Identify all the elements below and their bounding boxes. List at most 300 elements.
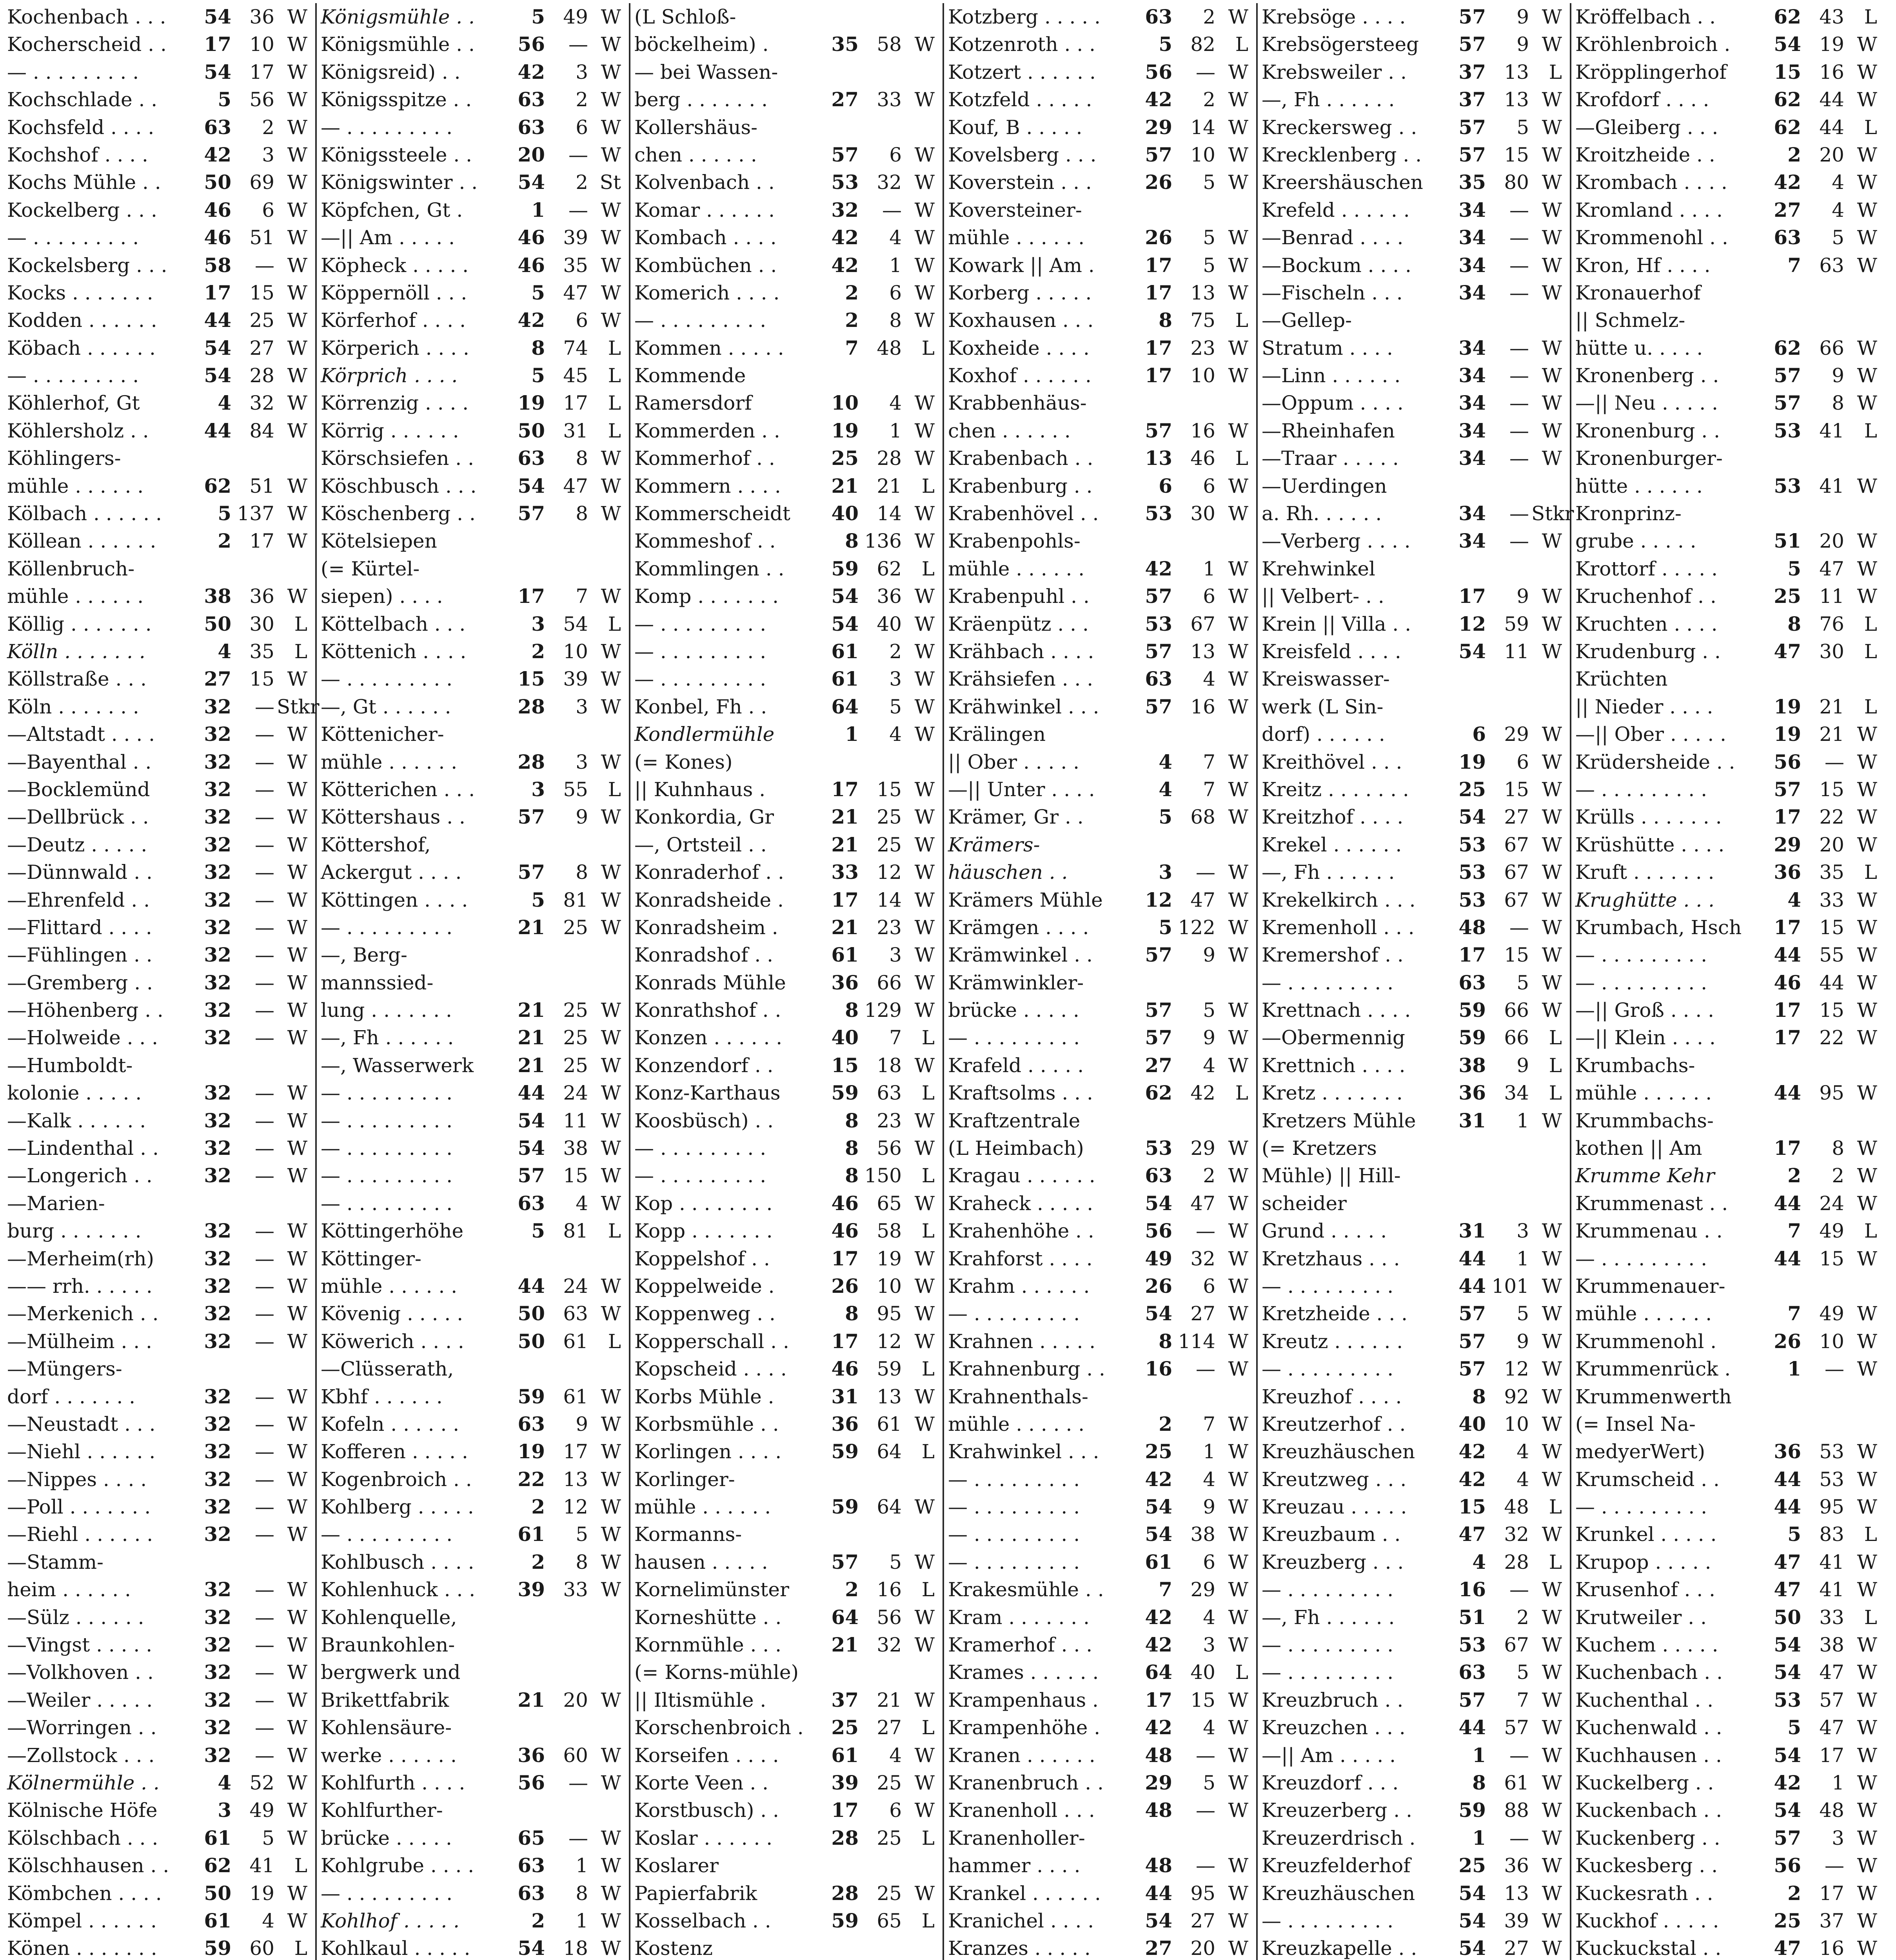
entry-type-code: W bbox=[601, 88, 621, 111]
entry-page-ref: 6 bbox=[576, 116, 588, 139]
entry-name: — . . . . . . . . . bbox=[321, 1137, 453, 1160]
entry-district-number: 54 bbox=[831, 584, 859, 608]
entry-type-code: W bbox=[287, 750, 307, 773]
entry-name: — . . . . . . . . . bbox=[1262, 1633, 1394, 1657]
entry-district-number: 63 bbox=[518, 88, 545, 111]
entry-name: Kondlermühle bbox=[634, 723, 775, 746]
entry-page-ref: 16 bbox=[1190, 695, 1215, 718]
entry-type-code: W bbox=[1857, 1909, 1877, 1932]
gazetteer-entry bbox=[321, 1493, 621, 1521]
entry-page-ref: 32 bbox=[1190, 1247, 1215, 1270]
entry-type-code: W bbox=[1542, 1274, 1562, 1298]
gazetteer-entry bbox=[948, 1880, 1248, 1907]
entry-name: Köppernöll . . . bbox=[321, 281, 467, 304]
entry-district-number: 44 bbox=[518, 1274, 545, 1298]
gazetteer-entry bbox=[1575, 1686, 1877, 1714]
entry-page-ref: 3 bbox=[576, 750, 588, 773]
entry-name: Kreutzweg . . . bbox=[1262, 1468, 1407, 1491]
entry-district-number: 4 bbox=[1787, 888, 1801, 911]
entry-district-number: 15 bbox=[518, 667, 545, 691]
gazetteer-entry bbox=[1575, 1659, 1877, 1686]
entry-type-code: W bbox=[287, 309, 307, 332]
entry-type-code: W bbox=[601, 1385, 621, 1408]
entry-type-code: W bbox=[1857, 778, 1877, 801]
entry-name: (= Kones) bbox=[634, 750, 733, 773]
entry-name: —Benrad . . . . bbox=[1262, 226, 1404, 249]
gazetteer-entry bbox=[634, 307, 935, 334]
entry-type-code: W bbox=[1542, 198, 1562, 221]
entry-name: Kommen . . . . . bbox=[634, 336, 784, 359]
column-4 bbox=[944, 3, 1258, 1960]
entry-page-ref: 4 bbox=[576, 1192, 588, 1215]
entry-type-code: W bbox=[601, 447, 621, 470]
entry-name: Kranenholl . . . bbox=[948, 1799, 1095, 1822]
entry-name: Köllstraße . . . bbox=[7, 668, 147, 691]
gazetteer-entry bbox=[634, 693, 935, 720]
entry-type-code: W bbox=[287, 888, 307, 911]
entry-type-code: L bbox=[1549, 1550, 1562, 1573]
entry-page-ref: 23 bbox=[877, 916, 902, 939]
entry-name: böckelheim) . bbox=[634, 33, 769, 56]
entry-district-number: 44 bbox=[1458, 1247, 1486, 1270]
entry-page-ref: 25 bbox=[563, 1026, 588, 1049]
gazetteer-entry bbox=[7, 941, 307, 969]
entry-type-code: W bbox=[287, 833, 307, 856]
entry-district-number: 28 bbox=[831, 1826, 859, 1849]
gazetteer-entry bbox=[1262, 389, 1562, 417]
gazetteer-entry bbox=[1262, 472, 1562, 500]
entry-type-code: W bbox=[1228, 695, 1248, 718]
entry-type-code: W bbox=[914, 1274, 935, 1298]
entry-type-code: W bbox=[1542, 944, 1562, 967]
gazetteer-entry bbox=[1262, 527, 1562, 555]
gazetteer-entry bbox=[948, 1383, 1248, 1410]
entry-type-code: W bbox=[914, 778, 935, 801]
entry-district-number: 40 bbox=[831, 502, 859, 525]
entry-type-code: L bbox=[1864, 1606, 1877, 1629]
entry-type-code: St bbox=[599, 171, 621, 194]
entry-name: —, Gt . . . . . . bbox=[321, 695, 451, 718]
gazetteer-entry bbox=[1575, 1769, 1877, 1797]
entry-type-code: W bbox=[1857, 226, 1877, 249]
entry-page-ref: 122 bbox=[1178, 916, 1215, 939]
entry-district-number: 34 bbox=[1458, 446, 1486, 470]
gazetteer-columns bbox=[3, 3, 1885, 1960]
entry-name: Körferhof . . . . bbox=[321, 309, 466, 332]
entry-district-number: 54 bbox=[1145, 1495, 1172, 1519]
gazetteer-entry bbox=[7, 1190, 307, 1217]
entry-type-code: W bbox=[914, 888, 935, 911]
entry-type-code: W bbox=[287, 1440, 307, 1463]
entry-district-number: 17 bbox=[1458, 584, 1486, 608]
entry-page-ref: — bbox=[255, 971, 274, 994]
entry-district-number: 25 bbox=[1145, 1440, 1172, 1463]
entry-page-ref: 17 bbox=[1819, 1882, 1844, 1905]
entry-district-number: 57 bbox=[831, 143, 859, 166]
entry-name: Kommerscheidt bbox=[634, 502, 790, 525]
entry-district-number: 36 bbox=[831, 1412, 859, 1436]
entry-district-number: 32 bbox=[204, 915, 231, 939]
entry-name: kolonie . . . . . bbox=[7, 1082, 142, 1105]
entry-type-code: W bbox=[1542, 1385, 1562, 1408]
entry-page-ref: — bbox=[255, 695, 274, 718]
entry-name: — . . . . . . . . . bbox=[1575, 971, 1707, 994]
entry-type-code: W bbox=[1542, 1688, 1562, 1711]
entry-type-code: W bbox=[1542, 1412, 1562, 1436]
gazetteer-entry bbox=[321, 996, 621, 1024]
entry-page-ref: 19 bbox=[877, 1247, 902, 1270]
entry-district-number: 63 bbox=[1458, 1661, 1486, 1684]
entry-type-code: W bbox=[1857, 1302, 1877, 1325]
entry-page-ref: 1 bbox=[889, 419, 902, 442]
entry-page-ref: 10 bbox=[1819, 1330, 1844, 1353]
entry-page-ref: 25 bbox=[877, 1882, 902, 1905]
entry-district-number: 54 bbox=[1145, 1191, 1172, 1215]
gazetteer-entry bbox=[948, 1493, 1248, 1521]
entry-district-number: 42 bbox=[518, 60, 545, 83]
gazetteer-entry bbox=[7, 1631, 307, 1659]
entry-district-number: 36 bbox=[518, 1743, 545, 1767]
entry-district-number: 19 bbox=[1458, 750, 1486, 773]
gazetteer-entry bbox=[321, 1245, 621, 1272]
entry-name: Koosbüsch) . . bbox=[634, 1109, 774, 1132]
entry-type-code: W bbox=[1542, 1578, 1562, 1601]
entry-name: chen . . . . . . bbox=[634, 143, 757, 166]
entry-type-code: W bbox=[601, 1412, 621, 1436]
entry-district-number: 62 bbox=[1774, 336, 1801, 359]
entry-type-code: L bbox=[921, 1220, 935, 1243]
entry-page-ref: 49 bbox=[563, 5, 588, 28]
entry-district-number: 48 bbox=[1145, 1743, 1172, 1767]
entry-type-code: W bbox=[1228, 806, 1248, 829]
entry-page-ref: 81 bbox=[563, 1220, 588, 1243]
entry-page-ref: 4 bbox=[1832, 171, 1844, 194]
entry-district-number: 17 bbox=[1774, 805, 1801, 829]
entry-name: Kremenholl . . . bbox=[1262, 916, 1415, 939]
entry-name: — . . . . . . . . . bbox=[321, 1082, 453, 1105]
entry-type-code: L bbox=[1549, 1082, 1562, 1105]
gazetteer-entry bbox=[321, 472, 621, 500]
entry-type-code: W bbox=[1857, 1550, 1877, 1573]
entry-district-number: 61 bbox=[204, 1826, 231, 1849]
entry-page-ref: 36 bbox=[249, 585, 274, 608]
entry-name: Kouf, B . . . . . bbox=[948, 116, 1082, 139]
entry-page-ref: 95 bbox=[1819, 1495, 1844, 1519]
gazetteer-entry bbox=[948, 776, 1248, 803]
entry-page-ref: 45 bbox=[563, 364, 588, 387]
gazetteer-entry bbox=[1575, 610, 1877, 638]
entry-name: Krehwinkel bbox=[1262, 557, 1375, 580]
entry-name: — bei Wassen- bbox=[634, 60, 778, 83]
gazetteer-entry bbox=[321, 1631, 621, 1659]
entry-name: —Marien- bbox=[7, 1192, 105, 1215]
gazetteer-entry bbox=[948, 279, 1248, 307]
entry-type-code: W bbox=[1542, 1357, 1562, 1381]
entry-type-code: W bbox=[1857, 1192, 1877, 1215]
gazetteer-entry bbox=[321, 307, 621, 334]
gazetteer-entry bbox=[1262, 941, 1562, 969]
entry-page-ref: 4 bbox=[1516, 1440, 1529, 1463]
entry-page-ref: — bbox=[255, 723, 274, 746]
entry-page-ref: 10 bbox=[877, 1274, 902, 1298]
entry-page-ref: — bbox=[1196, 861, 1215, 884]
entry-name: Kron, Hf . . . . bbox=[1575, 254, 1711, 277]
entry-district-number: 63 bbox=[518, 115, 545, 139]
entry-page-ref: 7 bbox=[1203, 750, 1215, 773]
gazetteer-entry bbox=[7, 334, 307, 362]
entry-type-code: W bbox=[1228, 254, 1248, 277]
gazetteer-entry bbox=[634, 334, 935, 362]
entry-district-number: 61 bbox=[1145, 1550, 1172, 1573]
gazetteer-entry bbox=[1575, 1631, 1877, 1659]
entry-page-ref: 27 bbox=[1190, 1909, 1215, 1932]
entry-type-code: W bbox=[1857, 392, 1877, 415]
entry-district-number: 27 bbox=[1145, 1936, 1172, 1960]
entry-type-code: W bbox=[1228, 419, 1248, 442]
entry-page-ref: 6 bbox=[889, 143, 902, 166]
gazetteer-entry bbox=[634, 1576, 935, 1603]
entry-district-number: 57 bbox=[1145, 695, 1172, 718]
gazetteer-entry bbox=[1575, 307, 1877, 334]
entry-district-number: 64 bbox=[831, 695, 859, 718]
entry-page-ref: 53 bbox=[1819, 1440, 1844, 1463]
entry-district-number: 32 bbox=[204, 1219, 231, 1243]
entry-type-code: W bbox=[287, 999, 307, 1022]
gazetteer-entry bbox=[634, 58, 935, 86]
entry-district-number: 59 bbox=[831, 1081, 859, 1105]
entry-name: Köbach . . . . . . bbox=[7, 336, 156, 359]
entry-page-ref: 49 bbox=[1819, 1220, 1844, 1243]
gazetteer-entry bbox=[634, 1880, 935, 1907]
entry-name: Kröffelbach . . bbox=[1575, 5, 1716, 28]
entry-name: —|| Am . . . . . bbox=[321, 226, 455, 249]
entry-district-number: 7 bbox=[1159, 1578, 1172, 1601]
entry-type-code: W bbox=[287, 1688, 307, 1711]
entry-district-number: 25 bbox=[831, 1716, 859, 1739]
entry-name: Krombach . . . . bbox=[1575, 171, 1727, 194]
entry-district-number: 50 bbox=[204, 1881, 231, 1905]
entry-name: Konraderhof . . bbox=[634, 861, 784, 884]
entry-district-number: 34 bbox=[1458, 198, 1486, 221]
gazetteer-entry bbox=[634, 1797, 935, 1824]
entry-name: Konradsheim . bbox=[634, 916, 778, 939]
entry-name: Königssteele . . bbox=[321, 143, 472, 166]
entry-page-ref: 4 bbox=[889, 1744, 902, 1767]
entry-district-number: 8 bbox=[845, 1164, 859, 1187]
entry-name: —Obermennig bbox=[1262, 1026, 1405, 1049]
entry-page-ref: 20 bbox=[1819, 530, 1844, 553]
entry-name: Krabenhövel . . bbox=[948, 502, 1099, 525]
entry-name: — . . . . . . . . . bbox=[1575, 1495, 1707, 1519]
entry-type-code: W bbox=[1228, 778, 1248, 801]
entry-district-number: 42 bbox=[1458, 1467, 1486, 1491]
entry-district-number: 42 bbox=[1145, 1467, 1172, 1491]
entry-type-code: W bbox=[1542, 1826, 1562, 1849]
gazetteer-entry bbox=[321, 1300, 621, 1327]
entry-name: — . . . . . . . . . bbox=[1575, 778, 1707, 801]
gazetteer-entry bbox=[634, 1466, 935, 1493]
gazetteer-entry bbox=[634, 1190, 935, 1217]
entry-type-code: W bbox=[1228, 1909, 1248, 1932]
entry-page-ref: 25 bbox=[563, 1054, 588, 1077]
entry-name: Kockelsberg . . . bbox=[7, 254, 167, 277]
entry-name: Kräenpütz . . . bbox=[948, 612, 1089, 635]
entry-page-ref: 4 bbox=[1203, 1054, 1215, 1077]
entry-district-number: 47 bbox=[1458, 1523, 1486, 1546]
entry-district-number: 63 bbox=[518, 1881, 545, 1905]
entry-type-code: L bbox=[921, 1082, 935, 1105]
entry-page-ref: 3 bbox=[889, 668, 902, 691]
entry-name: Kowark || Am . bbox=[948, 254, 1095, 277]
entry-page-ref: 1 bbox=[1516, 1109, 1529, 1132]
entry-district-number: 2 bbox=[845, 1578, 859, 1601]
entry-name: Kohlfurth . . . . bbox=[321, 1771, 465, 1794]
entry-name: mühle . . . . . . bbox=[321, 750, 458, 773]
entry-type-code: W bbox=[1228, 1606, 1248, 1629]
entry-page-ref: 29 bbox=[1504, 723, 1529, 746]
entry-district-number: 1 bbox=[531, 198, 545, 221]
gazetteer-entry bbox=[1575, 1107, 1877, 1134]
entry-district-number: 22 bbox=[518, 1467, 545, 1491]
entry-name: werke . . . . . . bbox=[321, 1744, 457, 1767]
entry-district-number: 32 bbox=[831, 198, 859, 221]
entry-page-ref: 6 bbox=[576, 309, 588, 332]
entry-name: Kochshof . . . . bbox=[7, 143, 148, 166]
entry-type-code: W bbox=[287, 1412, 307, 1436]
gazetteer-entry bbox=[1575, 252, 1877, 279]
entry-name: Kretzheide . . . bbox=[1262, 1302, 1408, 1325]
entry-district-number: 54 bbox=[518, 1936, 545, 1960]
entry-page-ref: 33 bbox=[877, 88, 902, 111]
gazetteer-entry bbox=[1262, 1548, 1562, 1576]
entry-page-ref: 30 bbox=[249, 612, 274, 635]
gazetteer-entry bbox=[948, 1935, 1248, 1960]
entry-district-number: 42 bbox=[1145, 1633, 1172, 1657]
gazetteer-entry bbox=[1575, 831, 1877, 858]
gazetteer-entry bbox=[1262, 445, 1562, 472]
gazetteer-entry bbox=[7, 1548, 307, 1576]
entry-name: Kotzenroth . . . bbox=[948, 33, 1096, 56]
entry-name: —Altstadt . . . . bbox=[7, 723, 155, 746]
entry-page-ref: — bbox=[255, 1440, 274, 1463]
entry-district-number: 29 bbox=[1145, 115, 1172, 139]
entry-page-ref: 35 bbox=[1819, 861, 1844, 884]
entry-page-ref: 35 bbox=[249, 640, 274, 663]
entry-type-code: L bbox=[608, 336, 621, 359]
gazetteer-entry bbox=[634, 638, 935, 665]
entry-page-ref: 16 bbox=[877, 1578, 902, 1601]
entry-page-ref: 67 bbox=[1504, 888, 1529, 911]
entry-district-number: 32 bbox=[204, 1385, 231, 1408]
entry-district-number: 28 bbox=[518, 695, 545, 718]
gazetteer-entry bbox=[1575, 1024, 1877, 1051]
entry-name: Krälingen bbox=[948, 723, 1046, 746]
entry-name: — . . . . . . . . . bbox=[1262, 1578, 1394, 1601]
entry-district-number: 8 bbox=[1472, 1771, 1486, 1794]
entry-type-code: L bbox=[1864, 695, 1877, 718]
gazetteer-entry bbox=[1575, 720, 1877, 748]
entry-district-number: 26 bbox=[1145, 226, 1172, 249]
entry-district-number: 53 bbox=[1458, 833, 1486, 856]
entry-name: Köttingen . . . . bbox=[321, 888, 468, 911]
entry-type-code: W bbox=[1542, 1633, 1562, 1657]
entry-name: Krüdersheide . . bbox=[1575, 750, 1735, 773]
gazetteer-entry bbox=[1262, 1521, 1562, 1548]
entry-district-number: 62 bbox=[204, 1854, 231, 1877]
entry-page-ref: 40 bbox=[877, 612, 902, 635]
entry-type-code: W bbox=[1542, 336, 1562, 359]
entry-name: Koxheide . . . . bbox=[948, 336, 1090, 359]
entry-name: scheider bbox=[1262, 1192, 1347, 1215]
entry-name: werk (L Sin- bbox=[1262, 695, 1384, 718]
gazetteer-entry bbox=[1575, 1300, 1877, 1327]
entry-district-number: 2 bbox=[531, 1495, 545, 1519]
gazetteer-entry bbox=[1575, 1052, 1877, 1079]
entry-name: brücke . . . . . bbox=[948, 999, 1079, 1022]
entry-district-number: 56 bbox=[518, 1771, 545, 1794]
entry-page-ref: 8 bbox=[1832, 1137, 1844, 1160]
entry-district-number: 3 bbox=[531, 612, 545, 635]
entry-district-number: 42 bbox=[831, 226, 859, 249]
entry-district-number: 17 bbox=[1774, 915, 1801, 939]
entry-district-number: 32 bbox=[204, 1467, 231, 1491]
entry-type-code: W bbox=[287, 861, 307, 884]
entry-name: brücke . . . . . bbox=[321, 1826, 452, 1849]
entry-type-code: W bbox=[1857, 171, 1877, 194]
entry-page-ref: 13 bbox=[1190, 281, 1215, 304]
entry-page-ref: 14 bbox=[1190, 116, 1215, 139]
entry-district-number: 32 bbox=[204, 998, 231, 1022]
entry-district-number: 53 bbox=[1774, 419, 1801, 442]
entry-type-code: W bbox=[1228, 1164, 1248, 1187]
entry-type-code: W bbox=[1857, 1164, 1877, 1187]
entry-district-number: 46 bbox=[831, 1191, 859, 1215]
entry-district-number: 1 bbox=[1472, 1826, 1486, 1849]
gazetteer-entry bbox=[7, 665, 307, 693]
entry-type-code: W bbox=[1542, 1716, 1562, 1739]
entry-name: Korneshütte . . bbox=[634, 1606, 782, 1629]
entry-type-code: W bbox=[287, 530, 307, 553]
entry-type-code: W bbox=[601, 1523, 621, 1546]
gazetteer-entry bbox=[1262, 86, 1562, 113]
entry-page-ref: 2 bbox=[576, 171, 588, 194]
entry-district-number: 61 bbox=[518, 1523, 545, 1546]
gazetteer-entry bbox=[948, 720, 1248, 748]
entry-district-number: 56 bbox=[1774, 1854, 1801, 1877]
entry-district-number: 54 bbox=[204, 60, 231, 83]
entry-name: Kopperschall . . bbox=[634, 1330, 789, 1353]
entry-type-code: W bbox=[1228, 364, 1248, 387]
gazetteer-entry bbox=[7, 748, 307, 776]
entry-district-number: 42 bbox=[1145, 557, 1172, 580]
entry-district-number: 47 bbox=[1774, 1936, 1801, 1960]
entry-type-code: W bbox=[287, 1026, 307, 1049]
entry-page-ref: 41 bbox=[1819, 1550, 1844, 1573]
entry-page-ref: 53 bbox=[1819, 1468, 1844, 1491]
entry-page-ref: 4 bbox=[889, 392, 902, 415]
entry-page-ref: 5 bbox=[1203, 171, 1215, 194]
gazetteer-entry bbox=[7, 1659, 307, 1686]
entry-name: Kronauerhof bbox=[1575, 281, 1701, 304]
entry-name: hütte u. . . . . bbox=[1575, 336, 1703, 359]
entry-district-number: 57 bbox=[1145, 419, 1172, 442]
entry-page-ref: — bbox=[568, 1826, 588, 1849]
gazetteer-entry bbox=[7, 555, 307, 583]
entry-district-number: 8 bbox=[1159, 1329, 1172, 1353]
entry-name: medyerWert) bbox=[1575, 1440, 1705, 1463]
entry-district-number: 6 bbox=[1159, 474, 1172, 497]
entry-type-code: W bbox=[1228, 750, 1248, 773]
